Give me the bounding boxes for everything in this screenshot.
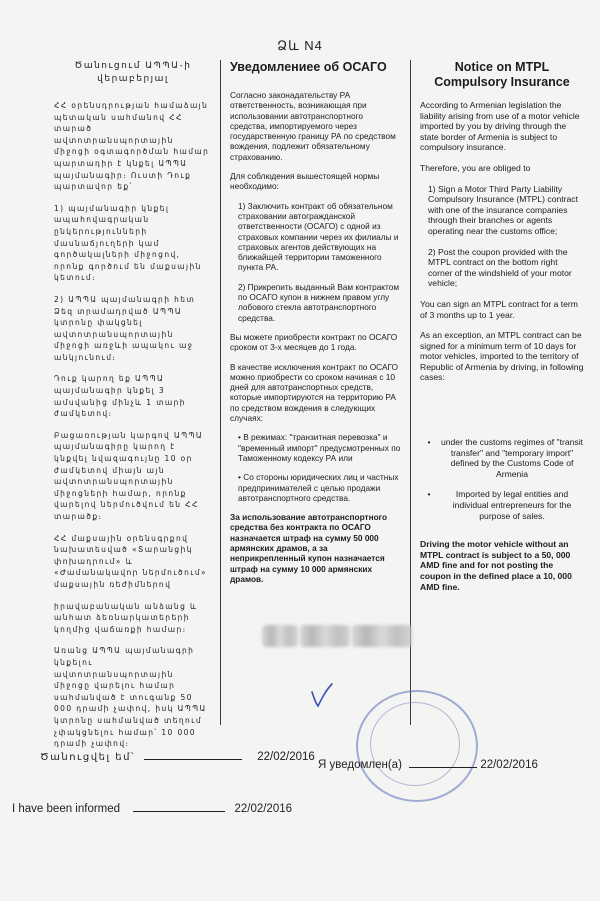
armenian-paragraph: Բացառության կարգով ԱՊՊԱ պայմանագիրը կարող է կնքվել նվազագույնը 10 օր ժամկետով միայն այն ավտոտրանսպորտային միջոցների համար, որոնք վարելով ներմուծվում են ՀՀ տարածք։ bbox=[54, 430, 204, 521]
english-paragraph: According to Armenian legislation the liability arising from use of a motor vehicle imported by you by driving through the state border of Armenia is subject to compulsory insurance. bbox=[420, 100, 580, 153]
russian-paragraph: За использование автотранспортного средства без контракта по ОСАГО назначается штраф на сумму 50 000 армянских драмов, а за неприкрепленный купон назначается штраф на сумму 10 000 армянских драмов. bbox=[230, 512, 388, 584]
russian-paragraph: В качестве исключения контракт по ОСАГО можно приобрести со сроком начиная с 10 дней для автотранспортных средств, которые импортируются на территорию РА по средством вождения в следующих случаях: bbox=[230, 361, 399, 424]
customs-stamp-inner-ring bbox=[370, 702, 460, 786]
armenian-paragraph: իրավաբանական անձանց և անհատ ձեռնարկատերերի կողմից վաճառքի համար։ bbox=[54, 601, 198, 634]
english-signature-row bbox=[12, 803, 292, 815]
checkmark-icon bbox=[310, 682, 334, 708]
english-paragraph: 2) Post the coupon provided with the MTPL contract on the bottom right corner of the windshield of your motor vehicle; bbox=[428, 246, 572, 289]
english-title: Notice on MTPL Compulsory Insurance bbox=[434, 60, 570, 89]
form-number: Ձև N4 bbox=[277, 38, 323, 53]
armenian-paragraph: 1) պայմանագիր կնքել ապահովագրական ընկերությունների մասնաճյուղերի կամ գործակալների միջոցով, որոնք գործում են մաքսային կետում։ bbox=[54, 203, 202, 283]
english-bullet bbox=[426, 489, 584, 521]
armenian-paragraph: Առանց ԱՊՊԱ պայմանագրի կնքելու ավտոտրանսպորտային միջոցը վարելու համար սահմանված է տուգանք 50 000 դրամի չափով, իսկ ԱՊՊԱ կտրոնը սահմանված տեղում չփակցնելու համար՝ 10 000 դրամի չափով։ bbox=[54, 646, 207, 749]
english-paragraph: 1) Sign a Motor Third Party Liability Compulsory Insurance (MTPL) contract with one of the insurance companies through their branches or agents operating near the customs office; bbox=[428, 183, 578, 236]
english-bullet-text: under the customs regimes of "transit transfer" and "temporary import" defined by the Customs Code of Armenia bbox=[440, 437, 584, 479]
english-column bbox=[410, 60, 590, 730]
armenian-paragraph: 2) ԱՊՊԱ պայմանագրի հետ Ձեզ տրամադրված ԱՊՊԱ կտրոնը փակցնել ավտոտրանսպորտային միջոցի առջևի ապակու աջ անկյունում։ bbox=[54, 294, 196, 362]
armenian-title: Ծանուցում ԱՊՊԱ-ի վերաբերյալ bbox=[74, 61, 192, 84]
armenian-paragraph: ՀՀ մաքսային օրենսգրքով նախատեսված «Տարանցիկ փոխադրում» և «Ժամանակավոր ներմուծում» մաքսային ռեժիմներով bbox=[54, 533, 208, 589]
russian-paragraph: • Со стороны юридических лиц и частных предпринимателей с целью продажи автотранспортного средства. bbox=[238, 472, 399, 503]
spacer bbox=[420, 393, 584, 437]
redacted-signature bbox=[300, 625, 350, 647]
armenian-signature-date: 22/02/2016 bbox=[257, 751, 315, 763]
english-signature-date: 22/02/2016 bbox=[234, 803, 293, 815]
redacted-signature bbox=[352, 625, 412, 647]
english-paragraph: As an exception, an MTPL contract can be signed for a minimum term of 10 days for motor vehicles, imported to the territory of Republic of Armenia by driving, in following cases: bbox=[420, 330, 584, 383]
signature-line bbox=[144, 759, 242, 760]
bullet-icon: • bbox=[427, 489, 431, 500]
armenian-signature-row bbox=[40, 751, 315, 763]
bullet-icon: • bbox=[427, 437, 431, 448]
armenian-paragraph: ՀՀ օրենսդրության համաձայն պետական սահմանով ՀՀ տարած ավտոտրանսպորտային միջոցի օգտագործման համար պարտադիր է կնքել ԱՊՊԱ պայմանագիր։ Ուստի Դուք պարտավոր եք՝ bbox=[54, 101, 210, 192]
russian-paragraph: Согласно законадательству РА ответственность, возникающая при использовании автотранспортного средства, импортируемого через государственную границу РА по средством вождения, подлежит обязательному страхованию. bbox=[230, 90, 396, 162]
russian-title: Уведомлениее об ОСАГО bbox=[230, 60, 387, 74]
english-signature-label: I have been informed bbox=[12, 803, 121, 815]
redacted-signature bbox=[262, 625, 298, 647]
russian-signature-label: Я уведомлен(а) bbox=[318, 759, 402, 771]
russian-paragraph: Для соблюдения вышестоящей нормы необходимо: bbox=[230, 171, 380, 192]
russian-paragraph: 2) Прикрепить выданный Вам контрактом по ОСАГО купон в нижнем правом углу лобового стекла автотранспортного средства. bbox=[238, 281, 400, 323]
armenian-signature-label: Ծանուցվել եմ՝ bbox=[40, 752, 135, 763]
english-paragraph: You can sign an MTPL contract for a term of 3 months up to 1 year. bbox=[420, 298, 578, 320]
signature-line bbox=[409, 767, 477, 768]
russian-signature-date: 22/02/2016 bbox=[480, 759, 538, 771]
signature-line bbox=[133, 811, 225, 812]
russian-paragraph: 1) Заключить контракт об обязательном страховании автогражданской ответственности (ОСАГО) с одной из страховых компании через их филиалы и страховых агентов действующих на ближайщей территории таможенного пункта РА. bbox=[238, 200, 399, 273]
russian-paragraph: • В режимах: "транзитная перевозка" и "временный импорт" предусмотренных по Таможенному кодексу РА или bbox=[238, 432, 401, 463]
english-paragraph: Driving the motor vehicle without an MTPL contract is subject to a 50, 000 AMD fine and for not posting the coupon in the defined place a 10, 000 AMD fine. bbox=[420, 539, 572, 592]
armenian-column bbox=[28, 60, 220, 749]
english-bullet-text: Imported by legal entities and individual entrepreneurs for the purpose of sales. bbox=[452, 489, 572, 521]
russian-paragraph: Вы можете приобрести контракт по ОСАГО сроком от 3-х месяцев до 1 года. bbox=[230, 331, 398, 353]
russian-signature-row bbox=[318, 759, 538, 771]
armenian-paragraph: Դուք կարող եք ԱՊՊԱ պայմանագիր կնքել 3 ամսվանից մինչև 1 տարի ժամկետով։ bbox=[54, 374, 186, 419]
english-bullet bbox=[426, 437, 584, 479]
english-paragraph: Therefore, you are obliged to bbox=[420, 162, 531, 173]
